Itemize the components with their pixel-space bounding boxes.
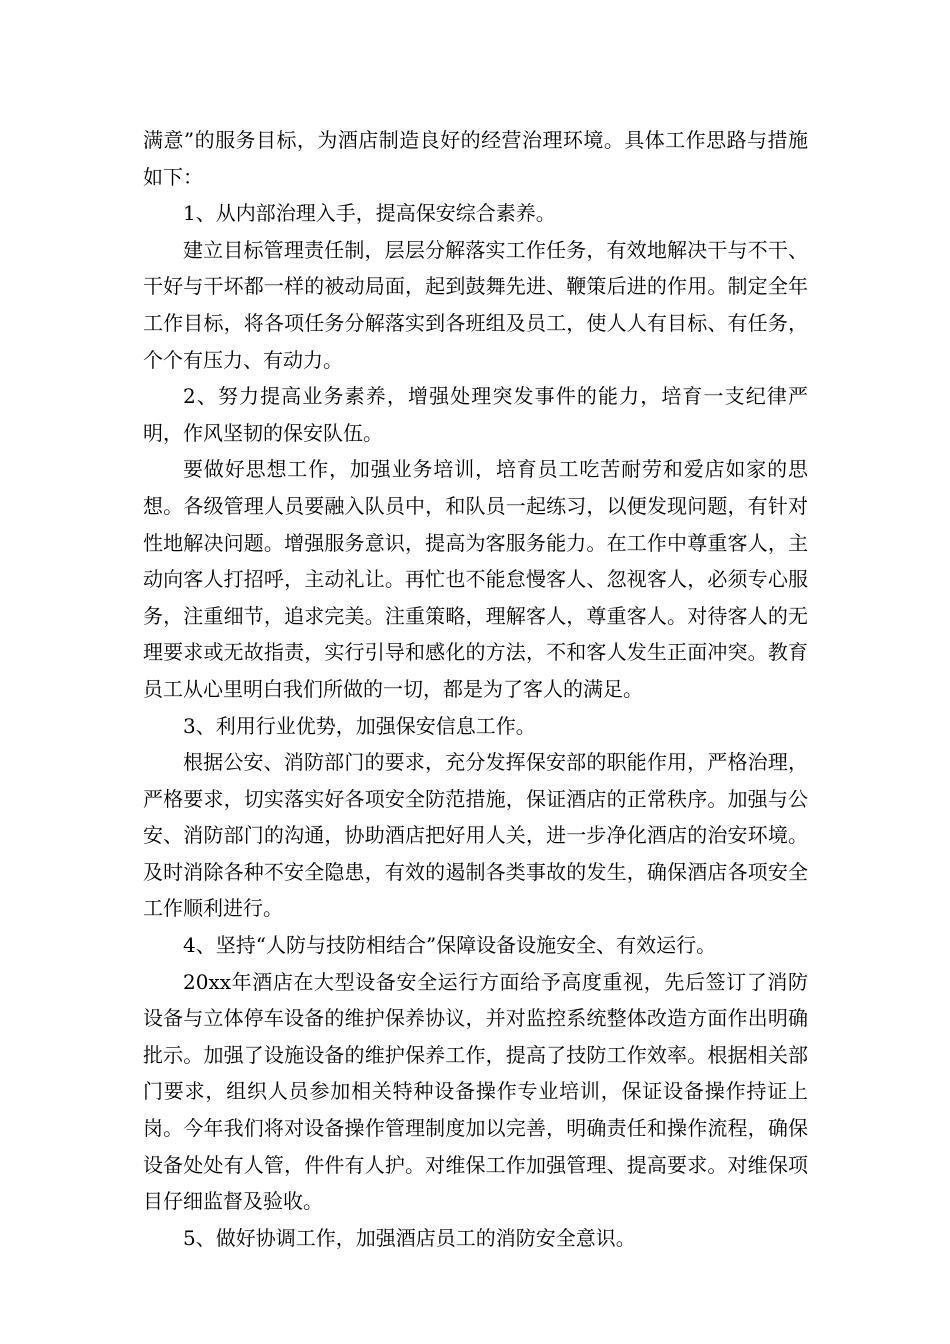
paragraph-item-3-body: 根据公安、消防部门的要求，充分发挥保安部的职能作用，严格治理，严格要求，切实落实好各项安全防范措施，保证酒店的正常秩序。加强与公安、消防部门的沟通，协助酒店把好用人关，进一步净化酒店的治安环境。及时消除各种不安全隐患，有效的遏制各类事故的发生，确保酒店各项安全工作顺利进行。 <box>143 750 808 921</box>
heading-item-3: 3、利用行业优势，加强保安信息工作。 <box>183 713 536 738</box>
heading-item-2: 2、努力提高业务素养，增强处理突发事件的能力，培育一支纪律严明，作风坚韧的保安队伍。 <box>143 384 808 445</box>
paragraph-intro-continuation: 满意”的服务目标，为酒店制造良好的经营治理环境。具体工作思路与措施如下： <box>143 128 808 189</box>
paragraph-item-4-body: 20xx年酒店在大型设备安全运行方面给予高度重视，先后签订了消防设备与立体停车设备的维护保养协议，并对监控系统整体改造方面作出明确批示。加强了设施设备的维护保养工作，提高了技防工作效率。根据相关部门要求，组织人员参加相关特种设备操作专业培训，保证设备操作持证上岗。今年我们将对设备操作管理制度加以完善，明确责任和操作流程，确保设备处处有人管，件件有人护。对维保工作加强管理、提高要求。对维保项目仔细监督及验收。 <box>143 969 808 1214</box>
heading-item-5: 5、做好协调工作，加强酒店员工的消防安全意识。 <box>183 1225 636 1250</box>
document-page <box>143 122 808 1256</box>
heading-item-1: 1、从内部治理入手，提高保安综合素养。 <box>183 201 556 226</box>
paragraph-item-1-body: 建立目标管理责任制，层层分解落实工作任务，有效地解决干与不干、干好与干坏都一样的被动局面，起到鼓舞先进、鞭策后进的作用。制定全年工作目标，将各项任务分解落实到各班组及员工，使人人有目标、有任务，个个有压力、有动力。 <box>143 237 808 372</box>
heading-item-4: 4、坚持“人防与技防相结合”保障设备设施安全、有效运行。 <box>183 933 717 958</box>
paragraph-item-2-body: 要做好思想工作，加强业务培训，培育员工吃苦耐劳和爱店如家的思想。各级管理人员要融入队员中，和队员一起练习，以便发现问题，有针对性地解决问题。增强服务意识，提高为客服务能力。在工作中尊重客人，主动向客人打招呼，主动礼让。再忙也不能怠慢客人、忽视客人，必须专心服务，注重细节，追求完美。注重策略，理解客人，尊重客人。对待客人的无理要求或无故指责，实行引导和感化的方法，不和客人发生正面冲突。教育员工从心里明白我们所做的一切，都是为了客人的满足。 <box>143 457 808 701</box>
